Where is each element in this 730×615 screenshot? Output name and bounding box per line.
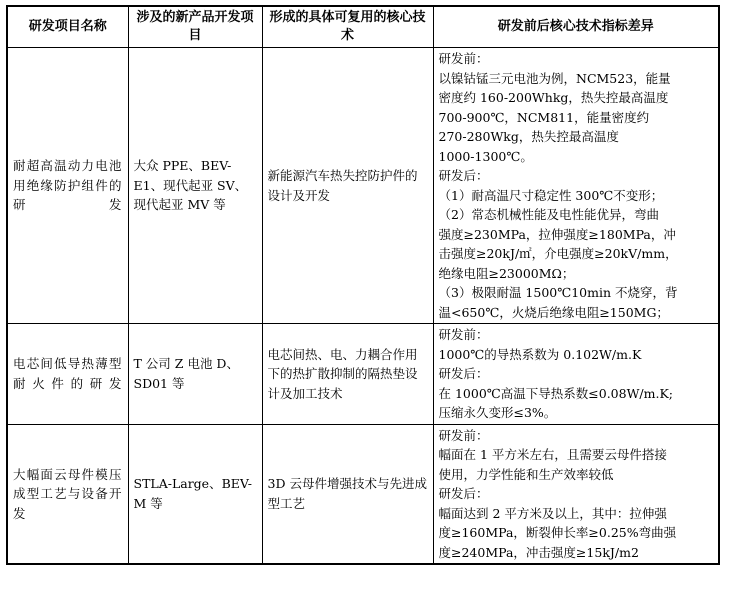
- table-row: [7, 324, 719, 425]
- core-tech-cell: 电芯间热、电、力耦合作用下的热扩散抑制的隔热垫设计及加工技术: [262, 324, 433, 425]
- project-name-cell: 大幅面云母件模压成型工艺与设备开发: [7, 424, 128, 564]
- diff-line: 700-900℃，NCM811，能量密度约: [438, 109, 650, 125]
- products-cell: 大众 PPE、BEV-E1、现代起亚 SV、现代起亚 MV 等: [128, 48, 262, 324]
- diff-line: （2）常态机械性能及电性能优异，弯曲: [438, 207, 659, 222]
- diff-line: 研发后：: [438, 366, 489, 381]
- indicator-diff-cell: [433, 424, 719, 564]
- diff-line: 研发后：: [438, 486, 489, 501]
- diff-line: 270-280Wkg，热失控最高温度: [438, 129, 619, 144]
- header-indicator-difference: 研发前后核心技术指标差异: [433, 6, 719, 48]
- core-tech-cell: 3D 云母件增强技术与先进成型工艺: [262, 424, 433, 564]
- diff-line: 密度约 160-200Whkg，热失控最高温度: [438, 90, 669, 105]
- table-row: [7, 424, 719, 564]
- diff-line: 研发前：: [438, 327, 489, 342]
- diff-line: （3）极限耐温 1500℃10min 不烧穿，背: [438, 285, 678, 300]
- diff-line: 度≥160MPa，断裂伸长率≥0.25%弯曲强: [438, 525, 677, 540]
- diff-line: 幅面达到 2 平方米及以上，其中：拉伸强: [438, 505, 667, 521]
- diff-line: 在 1000℃高温下导热系数≤0.08W/m.K;: [438, 385, 674, 401]
- core-tech-cell: 新能源汽车热失控防护件的设计及开发: [262, 48, 433, 324]
- header-new-products: 涉及的新产品开发项目: [128, 6, 262, 48]
- diff-line: 研发前：: [438, 427, 489, 443]
- diff-line: 压缩永久变形≤3%。: [438, 405, 557, 420]
- diff-line: 使用，力学性能和生产效率较低: [438, 466, 614, 482]
- diff-line: 绝缘电阻≥23000MΩ；: [438, 265, 575, 281]
- project-name-cell: 电芯间低导热薄型耐火件的研发: [7, 324, 128, 425]
- indicator-diff-cell: [433, 324, 719, 425]
- diff-line: 研发前：: [438, 51, 489, 66]
- diff-line: 以镍钴锰三元电池为例，NCM523，能量: [438, 70, 671, 86]
- diff-line: 强度≥230MPa，拉伸强度≥180MPa，冲: [438, 226, 676, 242]
- header-project-name: 研发项目名称: [7, 6, 128, 48]
- diff-line: 1000-1300℃。: [438, 148, 533, 164]
- rd-projects-table: [6, 5, 720, 565]
- header-core-technology: 形成的具体可复用的核心技术: [262, 6, 433, 48]
- diff-line: 击强度≥20kJ/㎡，介电强度≥20kV/mm，: [438, 246, 678, 261]
- table-row: [7, 48, 719, 324]
- products-cell: T 公司 Z 电池 D、SD01 等: [128, 324, 262, 425]
- indicator-diff-cell: [433, 48, 719, 324]
- diff-line: 1000℃的导热系数为 0.102W/m.K: [438, 346, 642, 362]
- diff-line: 温<650℃，火烧后绝缘电阻≥150MG；: [438, 304, 669, 320]
- table-header-row: [7, 6, 719, 48]
- diff-line: 幅面在 1 平方米左右，且需要云母件搭接: [438, 447, 667, 462]
- diff-line: （1）耐高温尺寸稳定性 300℃不变形；: [438, 187, 664, 203]
- diff-line: 研发后：: [438, 168, 489, 183]
- products-cell: STLA-Large、BEV-M 等: [128, 424, 262, 564]
- diff-line: 度≥240MPa，冲击强度≥15kJ/m2: [438, 544, 639, 560]
- project-name-cell: 耐超高温动力电池用绝缘防护组件的研发: [7, 48, 128, 324]
